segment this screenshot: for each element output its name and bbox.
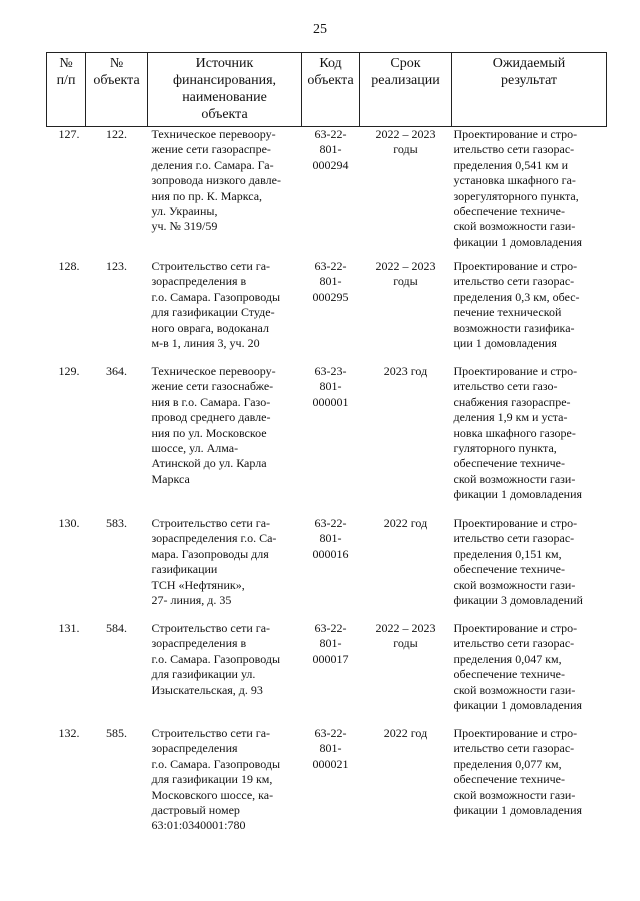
objects-table [46, 52, 607, 836]
object-number: 123. [106, 259, 127, 273]
table-row [47, 259, 607, 364]
table-header [47, 53, 607, 127]
object-code: 63-22- 801- 000017 [312, 621, 349, 666]
source-description: Строительство сети га- зораспределения в г.о. Самара. Газопроводы для газификации Студе- ного оврага, водоканал м-в 1, линия 3, уч. 20 [151, 259, 281, 351]
implementation-term: 2022 год [383, 726, 428, 740]
object-code: 63-23- 801- 000001 [312, 364, 349, 409]
header-code: Код объекта [302, 53, 360, 127]
table-row [47, 726, 607, 836]
source-description: Техническое перевоору- жение сети газоснабже- ния в г.о. Самара. Газо- провод среднего давле- ния по ул. Московское шоссе, ул. Алма- Атинской до ул. Карла Маркса [151, 364, 276, 486]
row-number: 130. [58, 516, 80, 530]
expected-result: Проектирование и стро- ительство сети газорас- пределения 0,3 км, обес- печение технической возможности газифика- ции 1 домовладения [453, 259, 580, 351]
header-result: Ожидаемый результат [452, 53, 607, 127]
implementation-term: 2022 – 2023 годы [375, 259, 436, 289]
object-number: 583. [106, 516, 127, 530]
row-number: 131. [58, 621, 80, 635]
page-number: 25 [313, 22, 327, 37]
source-description: Строительство сети га- зораспределения г.о. Са- мара. Газопроводы для газификации ТСН «Нефтяник», 27- линия, д. 35 [151, 516, 277, 608]
header-source: Источник финансирования, наименование объекта [148, 53, 302, 127]
table-body [47, 127, 607, 837]
object-code: 63-22- 801- 000021 [312, 726, 349, 771]
table-row [47, 516, 607, 621]
object-code: 63-22- 801- 000295 [312, 259, 349, 304]
object-number: 584. [106, 621, 127, 635]
header-term: Срок реализации [360, 53, 452, 127]
source-description: Строительство сети га- зораспределения в г.о. Самара. Газопроводы для газификации ул. Изыскательская, д. 93 [151, 621, 281, 697]
expected-result: Проектирование и стро- ительство сети газорас- пределения 0,541 км и установка шкафного га- зорегуляторного пункта, обеспечение техниче- ской возможности гази- фикации 1 домовладения [453, 127, 583, 249]
source-description: Техническое перевоору- жение сети газораспре- деления г.о. Самара. Га- зопровода низкого давле- ния по пр. К. Маркса, ул. Украины, уч. № 319/59 [151, 127, 281, 234]
table-row [47, 127, 607, 260]
object-number: 585. [106, 726, 127, 740]
implementation-term: 2022 год [383, 516, 428, 530]
row-number: 127. [58, 127, 80, 141]
source-description: Строительство сети га- зораспределения г.о. Самара. Газопроводы для газификации 19 км, Московского шоссе, ка- дастровый номер 63:01:0340001:780 [151, 726, 281, 833]
object-number: 364. [106, 364, 127, 378]
implementation-term: 2023 год [383, 364, 428, 378]
header-no: № п/п [47, 53, 86, 127]
expected-result: Проектирование и стро- ительство сети газорас- пределения 0,047 км, обеспечение техниче- ской возможности гази- фикации 1 домовладения [453, 621, 583, 713]
implementation-term: 2022 – 2023 годы [375, 621, 436, 651]
row-number: 132. [58, 726, 80, 740]
object-number: 122. [106, 127, 127, 141]
row-number: 129. [58, 364, 80, 378]
table-row [47, 364, 607, 516]
header-object-no: № объекта [86, 53, 148, 127]
row-number: 128. [58, 259, 80, 273]
expected-result: Проектирование и стро- ительство сети газорас- пределения 0,151 км, обеспечение техниче- ской возможности гази- фикации 3 домовладений [453, 516, 583, 608]
expected-result: Проектирование и стро- ительство сети газорас- пределения 0,077 км, обеспечение техниче- ской возможности гази- фикации 1 домовладения [453, 726, 583, 818]
object-code: 63-22- 801- 000294 [312, 127, 349, 172]
implementation-term: 2022 – 2023 годы [375, 127, 436, 157]
expected-result: Проектирование и стро- ительство сети газо- снабжения газораспре- деления 1,9 км и уста- новка шкафного газоре- гуляторного пункта, обеспечение техниче- ской возможности гази- фикации 1 домовладения [453, 364, 583, 502]
object-code: 63-22- 801- 000016 [312, 516, 349, 561]
table-row [47, 621, 607, 726]
